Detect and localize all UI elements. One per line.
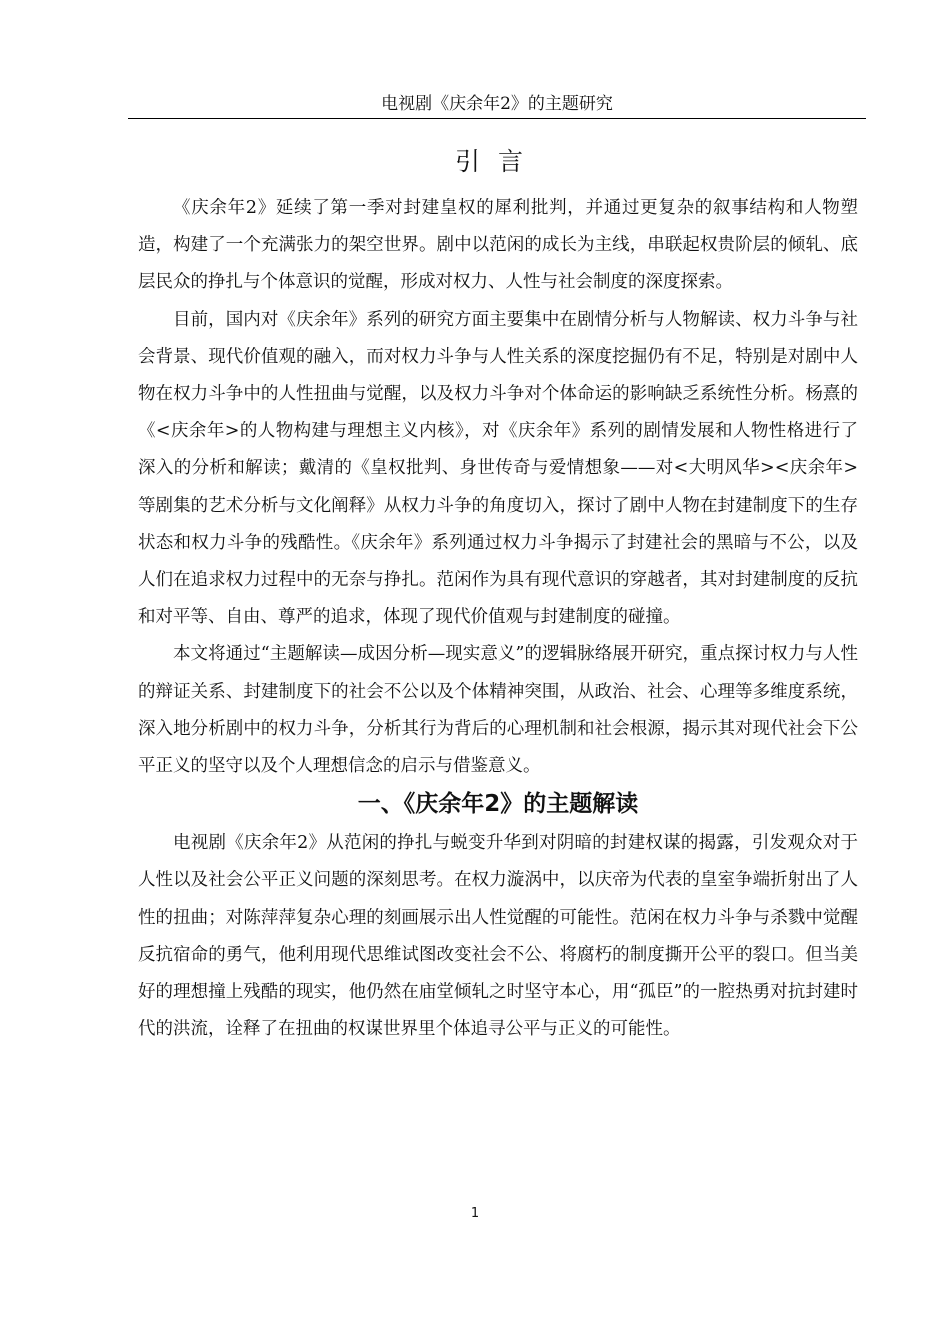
chapter1-paragraph-1: 电视剧《庆余年2》从范闲的挣扎与蜕变升华到对阴暗的封建权谋的揭露，引发观众对于人性以及社会公平正义问题的深刻思考。在权力漩涡中，以庆帝为代表的皇室争端折射出了人性的扭曲；对陈萍萍复杂心理的刻画展示出人性觉醒的可能性。范闲在权力斗争与杀戮中觉醒反抗宿命的勇气，他利用现代思维试图改变社会不公、将腐朽的制度撕开公平的裂口。但当美好的理想撞上残酷的现实，他仍然在庙堂倾轧之时坚守本心，用“孤臣”的一腔热勇对抗封建时代的洪流，诠释了在扭曲的权谋世界里个体追寻公平与正义的可能性。 [138, 833, 858, 1040]
chapter-title-1: 一、《庆余年2》的主题解读 [357, 791, 639, 818]
page-content [138, 142, 858, 1048]
intro-paragraph-1: 《庆余年2》延续了第一季对封建皇权的犀利批判，并通过更复杂的叙事结构和人物塑造，构建了一个充满张力的架空世界。剧中以范闲的成长为主线，串联起权贵阶层的倾轧、底层民众的挣扎与个体意识的觉醒，形成对权力、人性与社会制度的深度探索。 [138, 198, 858, 293]
intro-paragraph-3: 本文将通过“主题解读—成因分析—现实意义”的逻辑脉络展开研究，重点探讨权力与人性的辩证关系、封建制度下的社会不公以及个体精神突围，从政治、社会、心理等多维度系统，深入地分析剧中的权力斗争，分析其行为背后的心理机制和社会根源，揭示其对现代社会下公平正义的坚守以及个人理想信念的启示与借鉴意义。 [138, 644, 858, 777]
running-header: 电视剧《庆余年2》的主题研究 [128, 92, 866, 119]
page-number: 1 [470, 1206, 480, 1221]
section-title-intro: 引言 [454, 147, 541, 176]
intro-paragraph-2: 目前，国内对《庆余年》系列的研究方面主要集中在剧情分析与人物解读、权力斗争与社会背景、现代价值观的融入，而对权力斗争与人性关系的深度挖掘仍有不足，特别是对剧中人物在权力斗争中的人性扭曲与觉醒，以及权力斗争对个体命运的影响缺乏系统性分析。杨熹的《<庆余年>的人物构建与理想主义内核》，对《庆余年》系列的剧情发展和人物性格进行了深入的分析和解读；戴清的《皇权批判、身世传奇与爱情想象——对<大明风华><庆余年>等剧集的艺术分析与文化阐释》从权力斗争的角度切入，探讨了剧中人物在封建制度下的生存状态和权力斗争的残酷性。《庆余年》系列通过权力斗争揭示了封建社会的黑暗与不公，以及人们在追求权力过程中的无奈与挣扎。范闲作为具有现代意识的穿越者，其对封建制度的反抗和对平等、自由、尊严的追求，体现了现代价值观与封建制度的碰撞。 [138, 309, 858, 628]
